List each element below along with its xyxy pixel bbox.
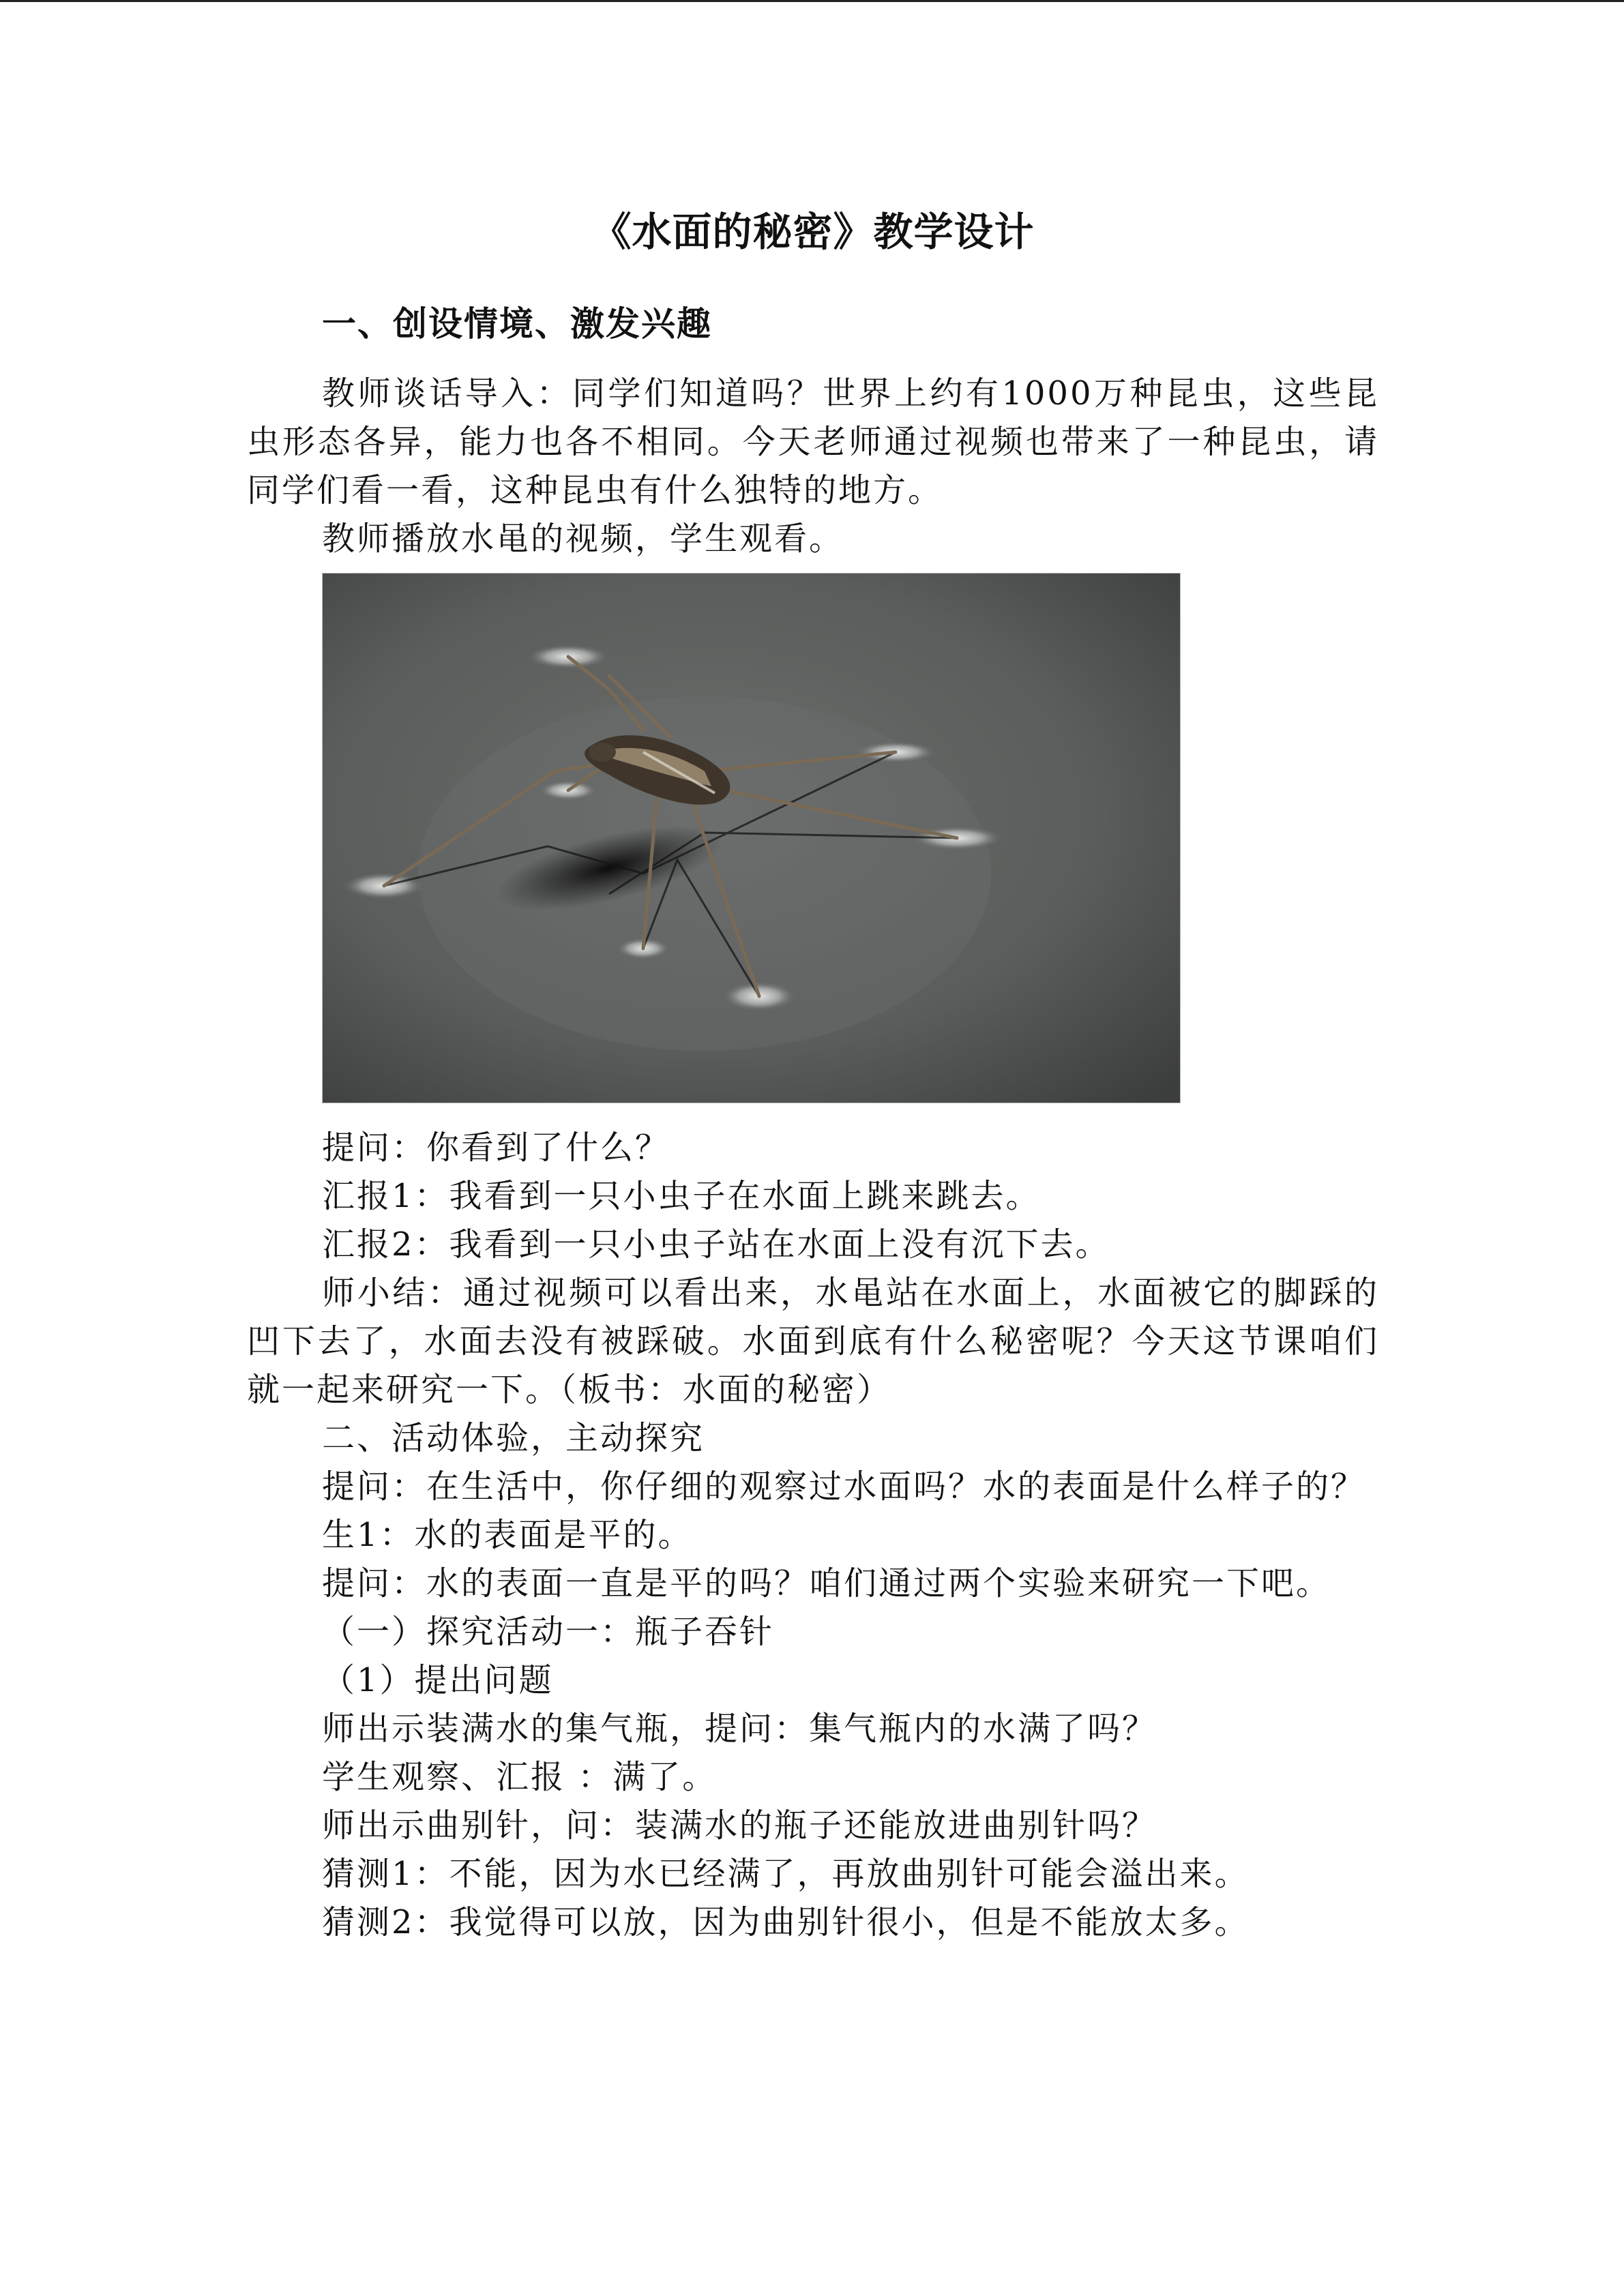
paragraph: 师出示装满水的集气瓶，提问：集气瓶内的水满了吗？ [322, 1710, 1157, 1748]
paragraph: 汇报2：我看到一只小虫子站在水面上没有沉下去。 [322, 1225, 1110, 1264]
subsection-heading: （一）探究活动一：瓶子吞针 [322, 1613, 775, 1651]
paragraph: 教师播放水黾的视频，学生观看。 [322, 520, 844, 558]
paragraph: 学生观察、汇报 ：满了。 [322, 1758, 718, 1796]
paragraph: 汇报1：我看到一只小虫子在水面上跳来跳去。 [322, 1177, 1041, 1215]
paragraph: 师小结：通过视频可以看出来，水黾站在水面上，水面被它的脚踩的凹下去了，水面去没有被踩破。水面到底有什么秘密呢？今天这节课咱们就一起来研究一下。（板书：水面的秘密） [247, 1274, 1379, 1409]
paragraph: 提问：水的表面一直是平的吗？咱们通过两个实验来研究一下吧。 [322, 1564, 1331, 1602]
document-title: 《水面的秘密》教学设计 [591, 209, 1035, 255]
paragraph: 猜测1：不能，因为水已经满了，再放曲别针可能会溢出来。 [322, 1855, 1250, 1893]
page-top-border [0, 0, 1624, 2]
paragraph: 教师谈话导入：同学们知道吗？世界上约有1000万种昆虫，这些昆虫形态各异，能力也各不相同。今天老师通过视频也带来了一种昆虫，请同学们看一看，这种昆虫有什么独特的地方。 [247, 374, 1379, 509]
paragraph: 生1：水的表面是平的。 [322, 1516, 693, 1554]
paragraph: 提问：在生活中，你仔细的观察过水面吗？水的表面是什么样子的？ [322, 1467, 1366, 1506]
document-body [247, 205, 1379, 1947]
water-strider-photo [322, 573, 1181, 1103]
section-heading-2: 二、活动体验，主动探究 [322, 1419, 705, 1457]
paragraph: 提问：你看到了什么？ [322, 1129, 670, 1167]
section-heading: 一、创设情境、激发兴趣 [322, 304, 712, 344]
paragraph: 猜测2：我觉得可以放，因为曲别针很小，但是不能放太多。 [322, 1903, 1250, 1941]
subsection-heading: （1）提出问题 [322, 1661, 554, 1699]
paragraph: 师出示曲别针，问：装满水的瓶子还能放进曲别针吗？ [322, 1806, 1157, 1845]
